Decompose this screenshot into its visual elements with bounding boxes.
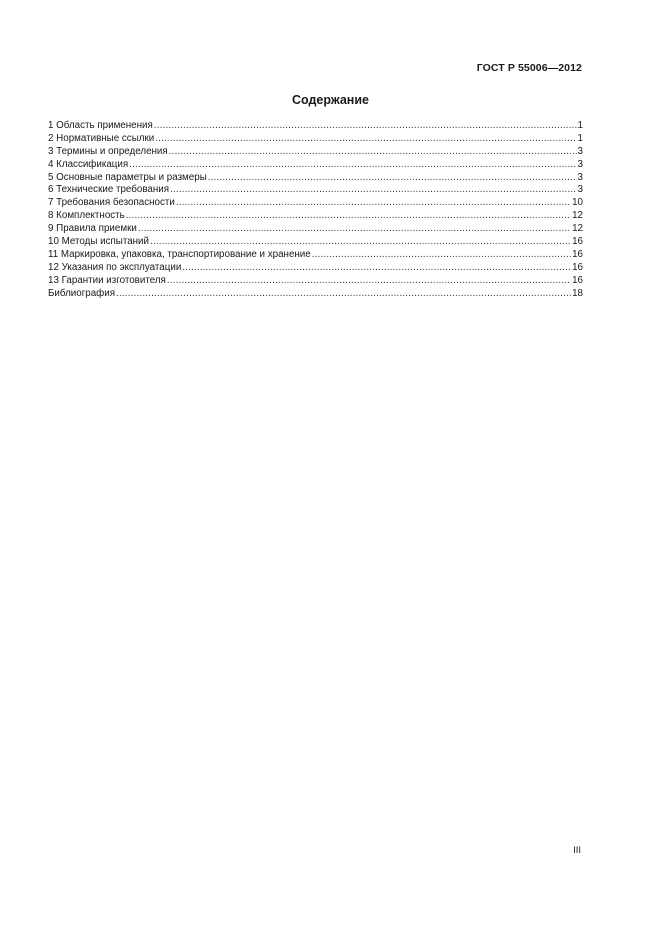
toc-entry[interactable]: [48, 197, 583, 210]
toc-entry-page: 10: [572, 197, 583, 209]
toc-leader-dots: [170, 184, 576, 197]
page-number: III: [573, 845, 581, 856]
toc-entry[interactable]: [48, 288, 583, 301]
toc-entry[interactable]: [48, 159, 583, 172]
toc-entry-page: 12: [572, 223, 583, 235]
toc-entry[interactable]: [48, 249, 583, 262]
toc-entry-page: 1: [577, 132, 583, 144]
toc-entry[interactable]: [48, 146, 583, 159]
toc-leader-dots: [312, 249, 571, 262]
toc-entry-label: 7 Требования безопасности: [48, 197, 175, 209]
toc-leader-dots: [138, 223, 571, 236]
toc-entry-label: 5 Основные параметры и размеры: [48, 171, 207, 183]
toc-title: Содержание: [291, 93, 369, 107]
toc-entry-page: 16: [572, 236, 583, 248]
toc-leader-dots: [167, 275, 571, 288]
toc-entry-label: 13 Гарантии изготовителя: [48, 274, 166, 286]
toc-entry-page: 3: [577, 158, 583, 170]
toc-entry-label: 1 Область применения: [48, 120, 153, 131]
toc-entry-page: 18: [572, 287, 583, 299]
toc-entry-page: 12: [572, 210, 583, 222]
toc-leader-dots: [176, 197, 571, 210]
toc-leader-dots: [126, 210, 571, 223]
toc-entry-page: 3: [577, 171, 583, 183]
toc-entry[interactable]: [48, 184, 583, 197]
toc-entry-label: 6 Технические требования: [48, 184, 170, 196]
toc-entry[interactable]: [48, 223, 583, 236]
toc-entry[interactable]: [48, 275, 583, 288]
toc-entry-label: 12 Указания по эксплуатации: [48, 261, 182, 273]
table-of-contents: [48, 120, 583, 300]
toc-entry-page: 3: [577, 145, 583, 157]
toc-entry-label: Библиография: [48, 287, 116, 299]
toc-entry-label: 3 Термины и определения: [48, 145, 168, 157]
toc-leader-dots: [150, 236, 571, 249]
toc-entry-page: 16: [572, 274, 583, 286]
toc-leader-dots: [208, 172, 577, 185]
toc-entry-page: 16: [572, 248, 583, 260]
toc-entry-label: 9 Правила приемки: [48, 223, 137, 235]
toc-entry-label: 2 Нормативные ссылки: [48, 132, 155, 144]
toc-entry[interactable]: [48, 210, 583, 223]
toc-leader-dots: [116, 288, 571, 301]
toc-entry[interactable]: [48, 172, 583, 185]
toc-entry-page: 3: [577, 184, 583, 196]
toc-entry[interactable]: [48, 120, 583, 133]
toc-entry[interactable]: [48, 262, 583, 275]
toc-entry[interactable]: [48, 133, 583, 146]
toc-leader-dots: [155, 133, 576, 146]
toc-entry-label: 4 Классификация: [48, 158, 129, 170]
toc-leader-dots: [169, 146, 577, 159]
toc-entry-label: 10 Методы испытаний: [48, 236, 150, 248]
toc-leader-dots: [182, 262, 571, 275]
toc-leader-dots: [154, 120, 577, 133]
toc-entry[interactable]: [48, 236, 583, 249]
toc-entry-label: 11 Маркировка, упаковка, транспортирование и хранение: [48, 248, 311, 260]
toc-entry-label: 8 Комплектность: [48, 210, 125, 222]
toc-entry-page: 16: [572, 261, 583, 273]
toc-leader-dots: [129, 159, 576, 172]
document-header: ГОСТ Р 55006—2012: [476, 62, 582, 74]
toc-entry-page: 1: [577, 120, 583, 131]
